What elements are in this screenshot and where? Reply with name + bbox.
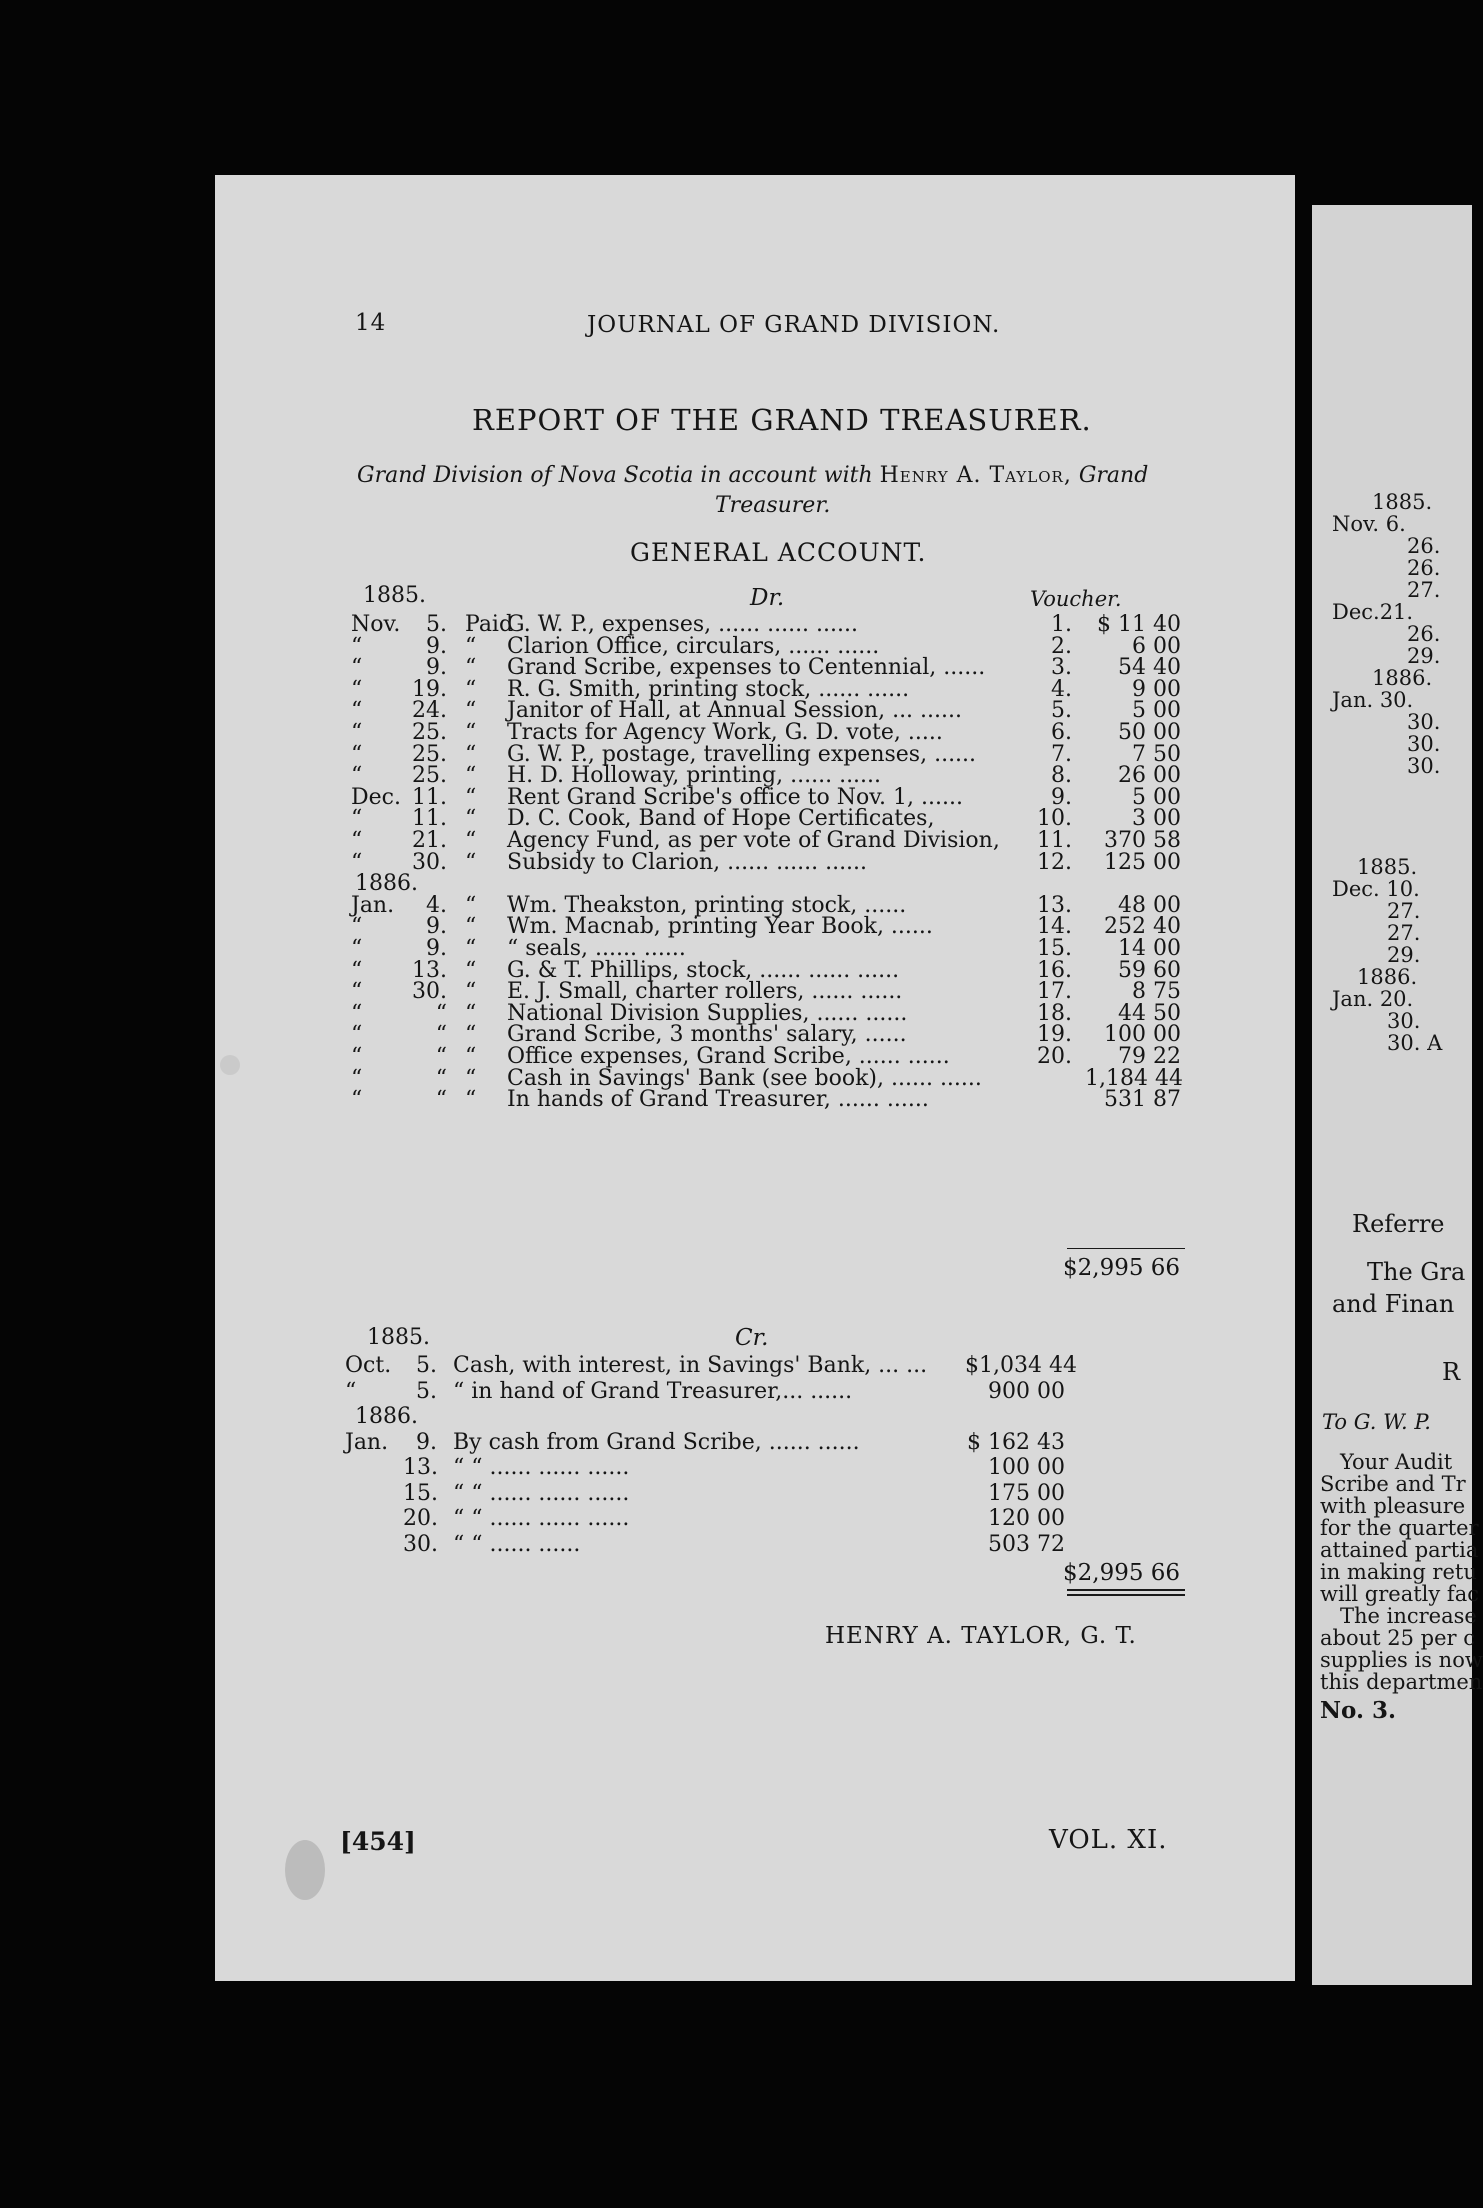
facing-line: Scribe and Tr: [1320, 1472, 1466, 1496]
dr-amount: 54 40: [1118, 655, 1181, 681]
facing-line: 27.: [1387, 899, 1421, 923]
report-subtitle-line1: [357, 463, 1148, 488]
dr-amount: 531 87: [1104, 1087, 1181, 1113]
dr-day: 30.: [412, 979, 447, 1005]
dr-month: “: [351, 763, 363, 789]
dr-day: 11.: [412, 784, 447, 810]
dr-amount: 44 50: [1118, 1000, 1181, 1026]
dr-amount: 5 00: [1132, 698, 1181, 724]
dr-month: “: [351, 914, 363, 940]
dr-amount: 8 75: [1132, 979, 1181, 1005]
facing-line: attained partia: [1320, 1538, 1479, 1562]
dr-month: Jan.: [351, 892, 395, 918]
dr-description: Wm. Theakston, printing stock, ......: [507, 892, 907, 918]
dr-day: 11.: [412, 806, 447, 832]
facing-line: To G. W. P.: [1322, 1410, 1431, 1434]
dr-month: “: [351, 676, 363, 702]
dr-voucher: 18.: [1037, 1000, 1072, 1026]
dr-voucher: 8.: [1051, 763, 1072, 789]
dr-month: “: [351, 957, 363, 983]
facing-line: Referre: [1352, 1210, 1445, 1238]
cr-amount: 503 72: [988, 1531, 1065, 1557]
cr-row: [215, 1455, 1295, 1481]
cr-total-rule-1: [1067, 1589, 1185, 1591]
facing-line: R: [1442, 1358, 1461, 1386]
facing-line: 27.: [1407, 578, 1441, 602]
dr-voucher: 13.: [1037, 892, 1072, 918]
dr-prefix: “: [465, 914, 477, 940]
cr-total: $2,995 66: [1063, 1560, 1181, 1586]
dr-amount: 252 40: [1104, 914, 1181, 940]
dr-voucher: 3.: [1051, 655, 1072, 681]
dr-day: 13.: [412, 957, 447, 983]
dr-day: 21.: [412, 828, 447, 853]
cr-row: [215, 1430, 1295, 1456]
dr-month: “: [351, 1087, 363, 1113]
facing-line: 30.: [1407, 710, 1441, 734]
dr-prefix: “: [465, 957, 477, 983]
cr-row: [215, 1353, 1295, 1379]
dr-amount: 48 00: [1118, 892, 1181, 918]
dr-year: 1885.: [363, 583, 426, 608]
dr-description: D. C. Cook, Band of Hope Certificates,: [507, 806, 935, 832]
facing-line: supplies is now: [1320, 1648, 1483, 1672]
dr-day: 9.: [426, 914, 447, 940]
cr-label: Cr.: [735, 1325, 769, 1351]
dr-description: National Division Supplies, ...... ......: [507, 1000, 908, 1026]
facing-line: Jan. 20.: [1332, 987, 1414, 1011]
dr-voucher: 5.: [1051, 698, 1072, 724]
subtitle-end: Grand: [1078, 463, 1149, 488]
dr-description: Grand Scribe, 3 months' salary, ......: [507, 1022, 907, 1048]
cr-amount: $ 162 43: [967, 1429, 1065, 1455]
dr-prefix: Paid: [465, 612, 514, 637]
facing-line: Jan. 30.: [1332, 688, 1414, 712]
cr-amount: 175 00: [988, 1480, 1065, 1506]
dr-month: “: [351, 979, 363, 1005]
dr-amount: 100 00: [1104, 1022, 1181, 1048]
facing-line: 30. A: [1387, 1031, 1443, 1055]
sheet-number: [454]: [340, 1827, 416, 1856]
dr-prefix: “: [465, 1022, 477, 1048]
dr-day: “: [435, 1087, 447, 1113]
dr-voucher: 16.: [1037, 957, 1072, 983]
volume-label: VOL. XI.: [1049, 1825, 1168, 1855]
dr-month: “: [351, 828, 363, 853]
facing-line: and Finan: [1332, 1290, 1455, 1318]
journal-page: [215, 175, 1295, 1981]
dr-description: Cash in Savings' Bank (see book), ...... ......: [507, 1065, 982, 1091]
dr-amount: 50 00: [1118, 720, 1181, 745]
facing-line: for the quarter: [1320, 1516, 1479, 1540]
dr-day: 9.: [426, 936, 447, 961]
dr-prefix: “: [465, 698, 477, 724]
cr-day: 13.: [403, 1455, 438, 1480]
dr-description: E. J. Small, charter rollers, ...... ......: [507, 979, 903, 1005]
dr-description: Clarion Office, circulars, ...... ......: [507, 633, 880, 659]
facing-line: No. 3.: [1320, 1697, 1396, 1724]
cr-day: 30.: [403, 1531, 438, 1557]
facing-line: 1886.: [1357, 965, 1418, 989]
credit-table: [215, 1353, 1295, 1593]
cr-description: Cash, with interest, in Savings' Bank, ... ...: [453, 1353, 928, 1378]
dr-voucher: 10.: [1037, 806, 1072, 832]
dr-prefix: “: [465, 655, 477, 681]
dr-day: 30.: [412, 849, 447, 875]
dr-month: 1886.: [355, 871, 418, 897]
dr-voucher: 11.: [1037, 828, 1072, 853]
cr-month: “: [345, 1378, 357, 1404]
facing-line: 30.: [1387, 1009, 1421, 1033]
facing-line: 1885.: [1357, 855, 1418, 879]
dr-prefix: “: [465, 806, 477, 832]
dr-prefix: “: [465, 1087, 477, 1113]
dr-description: G. & T. Phillips, stock, ...... ...... ......: [507, 957, 900, 983]
facing-line: Dec.21.: [1332, 600, 1414, 624]
dr-amount: 1,184 44: [1085, 1065, 1183, 1091]
dr-voucher: 1.: [1051, 612, 1072, 637]
dr-voucher: 14.: [1037, 914, 1072, 940]
cr-description: “ “ ...... ...... ......: [453, 1480, 630, 1506]
dr-amount: 370 58: [1104, 828, 1181, 853]
dr-description: Subsidy to Clarion, ...... ...... ......: [507, 849, 868, 875]
cr-description: “ “ ...... ...... ......: [453, 1506, 630, 1531]
dr-description: Tracts for Agency Work, G. D. vote, .....: [507, 720, 943, 745]
dr-amount: 3 00: [1132, 806, 1181, 832]
dr-amount: $ 11 40: [1097, 612, 1181, 637]
dr-amount: 6 00: [1132, 633, 1181, 659]
dr-voucher: 15.: [1037, 936, 1072, 961]
dr-prefix: “: [465, 1044, 477, 1069]
cr-day: 5.: [416, 1353, 437, 1378]
dr-prefix: “: [465, 633, 477, 659]
facing-line: in making retu: [1320, 1560, 1477, 1584]
dr-prefix: “: [465, 676, 477, 702]
cr-month: 1886.: [355, 1404, 418, 1429]
dr-voucher: 6.: [1051, 720, 1072, 745]
cr-day: 9.: [416, 1429, 437, 1455]
dr-day: 9.: [426, 633, 447, 659]
dr-day: 24.: [412, 698, 447, 724]
facing-line: 29.: [1387, 943, 1421, 967]
facing-line: 30.: [1407, 732, 1441, 756]
dr-month: “: [351, 741, 363, 767]
dr-amount: 5 00: [1132, 784, 1181, 810]
dr-description: Wm. Macnab, printing Year Book, ......: [507, 914, 933, 940]
cr-amount: 100 00: [988, 1455, 1065, 1480]
cr-row: [215, 1404, 1295, 1430]
facing-line: Nov. 6.: [1332, 512, 1406, 536]
cr-description: “ “ ...... ...... ......: [453, 1455, 630, 1480]
dr-amount: 26 00: [1118, 763, 1181, 789]
dr-amount: 9 00: [1132, 676, 1181, 702]
dr-month: “: [351, 1022, 363, 1048]
dr-month: “: [351, 936, 363, 961]
dr-voucher: 9.: [1051, 784, 1072, 810]
dr-amount: 14 00: [1118, 936, 1181, 961]
dr-prefix: “: [465, 849, 477, 875]
facing-page: [1312, 205, 1483, 1985]
cr-day: 20.: [403, 1506, 438, 1531]
dr-day: 4.: [426, 892, 447, 918]
facing-line: 26.: [1407, 556, 1441, 580]
dr-voucher: 20.: [1037, 1044, 1072, 1069]
cr-amount: 900 00: [988, 1378, 1065, 1404]
subtitle-italic: Grand Division of Nova Scotia in account with: [357, 463, 873, 488]
dr-voucher: 2.: [1051, 633, 1072, 659]
dr-month: “: [351, 1065, 363, 1091]
dr-description: H. D. Holloway, printing, ...... ......: [507, 763, 882, 789]
dr-day: 25.: [412, 763, 447, 789]
dr-prefix: “: [465, 720, 477, 745]
cr-amount: $1,034 44: [965, 1353, 1077, 1378]
dr-description: G. W. P., postage, travelling expenses, ......: [507, 741, 977, 767]
cr-year: 1885.: [367, 1325, 430, 1350]
dr-description: G. W. P., expenses, ...... ...... ......: [507, 612, 859, 637]
dr-prefix: “: [465, 828, 477, 853]
facing-line: 26.: [1407, 622, 1441, 646]
dr-day: “: [435, 1022, 447, 1048]
debit-table: [215, 612, 1295, 1232]
facing-line: 26.: [1407, 534, 1441, 558]
cr-row: [215, 1532, 1295, 1558]
dr-prefix: “: [465, 936, 477, 961]
dr-amount: 59 60: [1118, 957, 1181, 983]
cr-total-rule-2: [1067, 1594, 1185, 1596]
dr-description: In hands of Grand Treasurer, ...... ......: [507, 1087, 929, 1113]
dr-description: Office expenses, Grand Scribe, ...... ......: [507, 1044, 950, 1069]
dr-prefix: “: [465, 1000, 477, 1026]
facing-line: 30.: [1407, 754, 1441, 778]
dr-day: “: [435, 1065, 447, 1091]
facing-line: 1885.: [1372, 490, 1433, 514]
dr-prefix: “: [465, 763, 477, 789]
dr-month: “: [351, 655, 363, 681]
cr-amount: 120 00: [988, 1506, 1065, 1531]
dr-prefix: “: [465, 784, 477, 810]
dr-row: [215, 1087, 1295, 1113]
dr-month: “: [351, 698, 363, 724]
dr-prefix: “: [465, 1065, 477, 1091]
dr-description: R. G. Smith, printing stock, ...... ......: [507, 676, 910, 702]
dr-amount: 7 50: [1132, 741, 1181, 767]
dr-month: “: [351, 633, 363, 659]
dr-prefix: “: [465, 979, 477, 1005]
dr-month: “: [351, 720, 363, 745]
report-title: REPORT OF THE GRAND TREASURER.: [472, 403, 1092, 437]
dr-total-rule: [1067, 1248, 1185, 1249]
dr-month: “: [351, 806, 363, 832]
subtitle-name: Henry A. Taylor,: [879, 463, 1072, 488]
facing-line: 1886.: [1372, 666, 1433, 690]
facing-line: will greatly fac: [1320, 1582, 1479, 1606]
dr-description: Grand Scribe, expenses to Centennial, ......: [507, 655, 986, 681]
cr-day: 15.: [403, 1480, 438, 1506]
dr-amount: 125 00: [1104, 849, 1181, 875]
account-heading: GENERAL ACCOUNT.: [630, 538, 927, 567]
dr-voucher: 19.: [1037, 1022, 1072, 1048]
dr-month: “: [351, 849, 363, 875]
cr-month: Oct.: [345, 1353, 392, 1378]
cr-day: 5.: [416, 1378, 437, 1404]
dr-prefix: “: [465, 741, 477, 767]
dr-voucher: 12.: [1037, 849, 1072, 875]
cr-row: [215, 1506, 1295, 1532]
cr-row: [215, 1379, 1295, 1405]
cr-description: “ in hand of Grand Treasurer,... ......: [453, 1378, 853, 1404]
dr-month: “: [351, 1000, 363, 1026]
dr-total: $2,995 66: [1063, 1255, 1181, 1281]
dr-month: “: [351, 1044, 363, 1069]
dr-day: 19.: [412, 676, 447, 702]
dr-description: Janitor of Hall, at Annual Session, ... ......: [507, 698, 963, 724]
dr-description: Rent Grand Scribe's office to Nov. 1, ......: [507, 784, 963, 810]
facing-line: 27.: [1387, 921, 1421, 945]
dr-month: Nov.: [351, 612, 401, 637]
facing-line: 29.: [1407, 644, 1441, 668]
dr-voucher: 7.: [1051, 741, 1072, 767]
cr-row: [215, 1481, 1295, 1507]
dr-day: “: [435, 1000, 447, 1026]
facing-line: The Gra: [1367, 1258, 1466, 1286]
dr-day: 25.: [412, 741, 447, 767]
dr-prefix: “: [465, 892, 477, 918]
facing-line: this departmen: [1320, 1670, 1483, 1694]
dr-day: 25.: [412, 720, 447, 745]
dr-month: Dec.: [351, 784, 401, 810]
dr-day: 9.: [426, 655, 447, 681]
page-number: 14: [355, 310, 387, 336]
signature: HENRY A. TAYLOR, G. T.: [825, 1623, 1137, 1649]
facing-line: about 25 per c: [1320, 1626, 1475, 1650]
cr-month: Jan.: [345, 1429, 389, 1455]
dr-description: Agency Fund, as per vote of Grand Division,: [507, 828, 1000, 853]
dr-day: 5.: [426, 612, 447, 637]
dr-label: Dr.: [750, 585, 785, 611]
facing-line: with pleasure: [1320, 1494, 1466, 1518]
facing-line: Your Audit: [1340, 1450, 1453, 1474]
dr-amount: 79 22: [1118, 1044, 1181, 1069]
running-title: JOURNAL OF GRAND DIVISION.: [587, 312, 1001, 338]
dr-voucher: 17.: [1037, 979, 1072, 1005]
facing-line: The increase: [1340, 1604, 1477, 1628]
cr-description: “ “ ...... ......: [453, 1531, 581, 1557]
dr-voucher: 4.: [1051, 676, 1072, 702]
cr-description: By cash from Grand Scribe, ...... ......: [453, 1429, 860, 1455]
report-subtitle-line2: Treasurer.: [715, 493, 831, 518]
dr-day: “: [435, 1044, 447, 1069]
facing-line: Dec. 10.: [1332, 877, 1420, 901]
dr-description: “ seals, ...... ......: [507, 936, 686, 961]
voucher-label: Voucher.: [1030, 587, 1122, 611]
